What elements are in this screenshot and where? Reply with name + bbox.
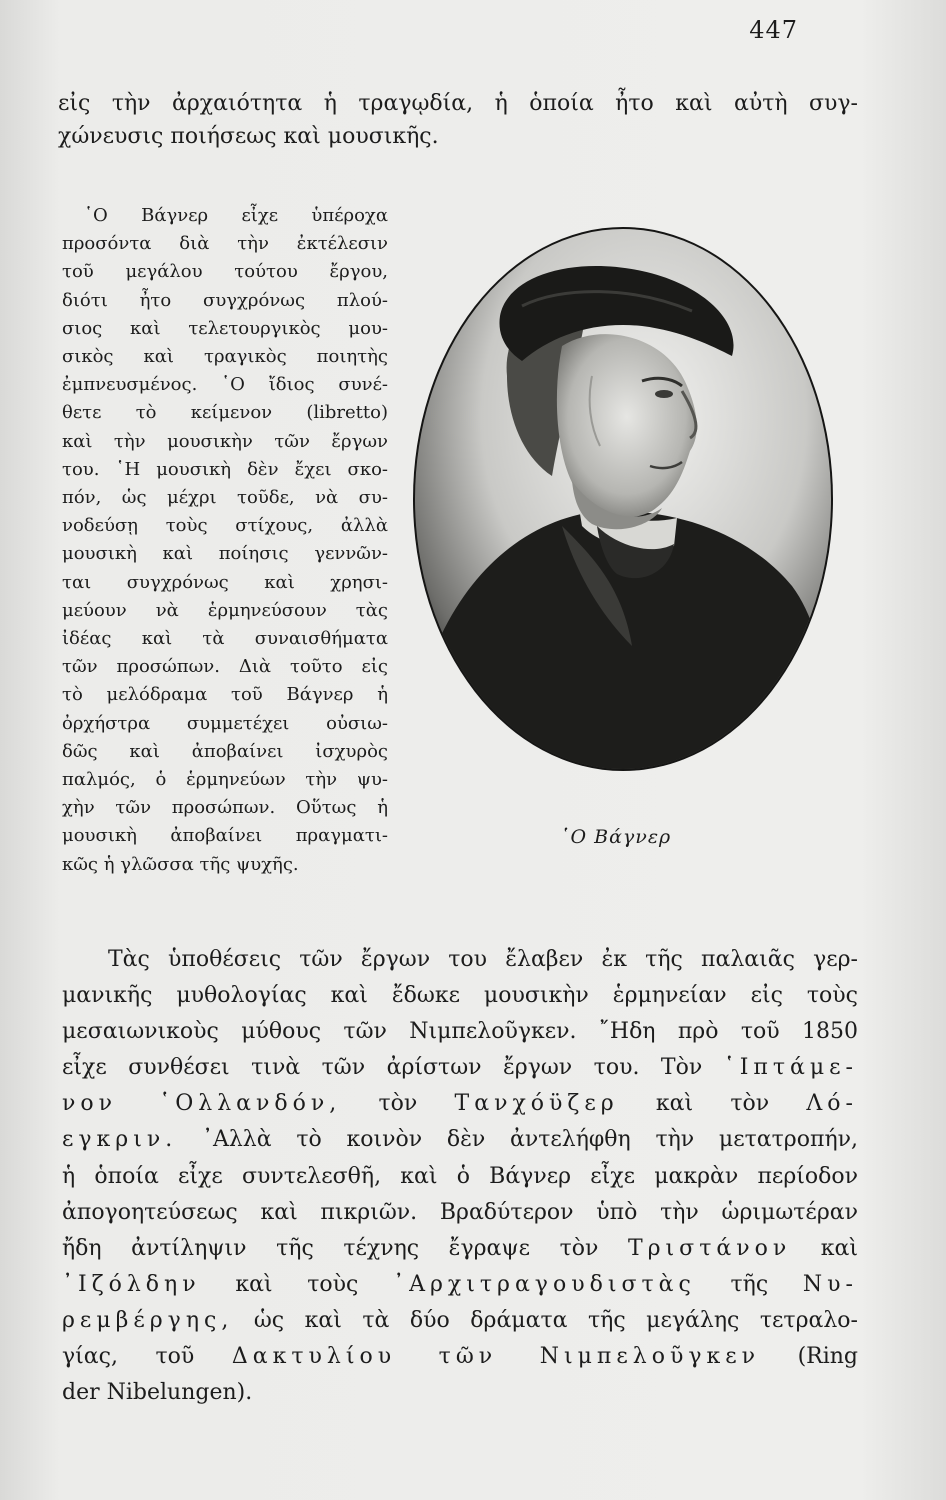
text-line: θετε τὸ κείμενον (libretto) [62, 402, 388, 424]
text-line: δῶς καὶ ἀποβαίνει ἰσχυρὸς [62, 740, 388, 762]
text-line: τοῦ μεγάλου τούτου ἔργου, [62, 261, 388, 283]
text-line: μουσικὴ καὶ ποίησις γεννῶν- [62, 543, 388, 565]
text-line: καὶ τὴν μουσικὴν τῶν ἔργων [62, 430, 388, 452]
text-line: παλμός, ὁ ἑρμηνεύων τὴν ψυ- [62, 769, 388, 791]
text-line: εἰς τὴν ἀρχαιότητα ἡ τραγῳδία, ἡ ὁποία ἦτο καὶ αὐτὴ συγ- [58, 91, 858, 116]
text-line: der Nibelungen). [62, 1380, 253, 1406]
text-line: μεύουν νὰ ἑρμηνεύσουν τὰς [62, 599, 388, 621]
text-line: διότι ἦτο συγχρόνως πλού- [62, 289, 388, 311]
wagner-portrait [412, 226, 834, 772]
wagner-paragraph [62, 202, 388, 879]
work-title: Λό- [806, 1091, 858, 1117]
work-title: ᾿Αρχιτραγουδιστὰς [393, 1271, 696, 1297]
text-line: νον ῾Ολλανδόν, τὸν Τανχόϋζερ καὶ τὸν Λό- [62, 1091, 858, 1117]
text-line: ἐμπνευσμένος. ῾Ο ἴδιος συνέ- [62, 374, 388, 396]
work-title: Νυ- [802, 1271, 858, 1297]
text-line: σικὸς καὶ τραγικὸς ποιητὴς [62, 346, 388, 368]
text-line: τῶν προσώπων. Διὰ τοῦτο εἰς [62, 656, 388, 678]
work-title: Τριστάνον [627, 1235, 792, 1261]
text-line: ἰδέας καὶ τὰ συναισθήματα [62, 628, 388, 650]
text-line: ἀπογοητεύσεως καὶ πικριῶν. Βραδύτερον ὑπὸ τὴν ὡριμωτέραν [62, 1199, 858, 1225]
text-line: του. ῾Η μουσικὴ δὲν ἔχει σκο- [62, 458, 388, 480]
text-line: ᾿Ιζόλδην καὶ τοὺς ᾿Αρχιτραγουδιστὰς τῆς Νυ- [62, 1271, 858, 1297]
text-line: γίας, τοῦ Δακτυλίου τῶν Νιμπελοῦγκεν (Ring [62, 1344, 858, 1370]
text-line: ἤδη ἀντίληψιν τῆς τέχνης ἔγραψε τὸν Τριστάνον καὶ [62, 1235, 858, 1261]
page-number: 447 [749, 16, 798, 44]
text-line: ῾Ο Βάγνερ εἶχε ὑπέροχα [84, 205, 388, 226]
work-title: εγκριν. [62, 1127, 178, 1153]
text-line: σιος καὶ τελετουργικὸς μου- [62, 317, 388, 339]
text-line: εγκριν. ᾿Αλλὰ τὸ κοινὸν δὲν ἀντελήφθη τὴν μετατροπήν, [62, 1127, 858, 1153]
text-line: εἶχε συνθέσει τινὰ τῶν ἀρίστων ἔργων του. Τὸν ῾Ιπτάμε- [62, 1055, 858, 1081]
text-line: μουσικὴ ἀποβαίνει πραγματι- [62, 825, 388, 847]
text-line: ἡ ὁποία εἶχε συντελεσθῆ, καὶ ὁ Βάγνερ εἶχε μακρὰν περίοδον [62, 1163, 858, 1189]
work-title: Δακτυλίου τῶν Νιμπελοῦγκεν [231, 1344, 760, 1370]
text-line: πόν, ὡς μέχρι τοῦδε, νὰ συ- [62, 487, 388, 509]
text-line: ρεμβέργης, ὡς καὶ τὰ δύο δράματα τῆς μεγάλης τετραλο- [62, 1307, 858, 1333]
text-line: ται συγχρόνως καὶ χρησι- [62, 571, 388, 593]
work-title: νον ῾Ολλανδόν, [62, 1091, 342, 1117]
text-line: χὴν τῶν προσώπων. Οὕτως ἡ [62, 797, 388, 819]
intro-paragraph [58, 87, 858, 153]
text-line: ὀρχήστρα συμμετέχει οὐσιω- [62, 712, 388, 734]
text-line: χώνευσις ποιήσεως καὶ μουσικῆς. [58, 124, 439, 149]
portrait-caption: ῾Ο Βάγνερ [560, 826, 672, 848]
work-title: ῾Ιπτάμε- [723, 1055, 858, 1081]
portrait-image [412, 226, 834, 772]
text-line: προσόντα διὰ τὴν ἐκτέλεσιν [62, 233, 388, 255]
work-title: Τανχόϋζερ [454, 1091, 619, 1117]
text-line: μανικῆς μυθολογίας καὶ ἔδωκε μουσικὴν ἑρμηνείαν εἰς τοὺς [62, 983, 858, 1009]
text-line: κῶς ἡ γλῶσσα τῆς ψυχῆς. [62, 853, 299, 875]
text-line: μεσαιωνικοὺς μύθους τῶν Νιμπελοῦγκεν. ῎Ηδη πρὸ τοῦ 1850 [62, 1019, 858, 1045]
text-line: Τὰς ὑποθέσεις τῶν ἔργων του ἔλαβεν ἐκ τῆς παλαιᾶς γερ- [108, 947, 858, 972]
work-title: ρεμβέργης, [62, 1307, 234, 1333]
works-paragraph [62, 942, 858, 1411]
text-line: τὸ μελόδραμα τοῦ Βάγνερ ἡ [62, 684, 388, 706]
work-title: ᾿Ιζόλδην [62, 1271, 201, 1297]
text-line: νοδεύσῃ τοὺς στίχους, ἀλλὰ [62, 515, 388, 537]
